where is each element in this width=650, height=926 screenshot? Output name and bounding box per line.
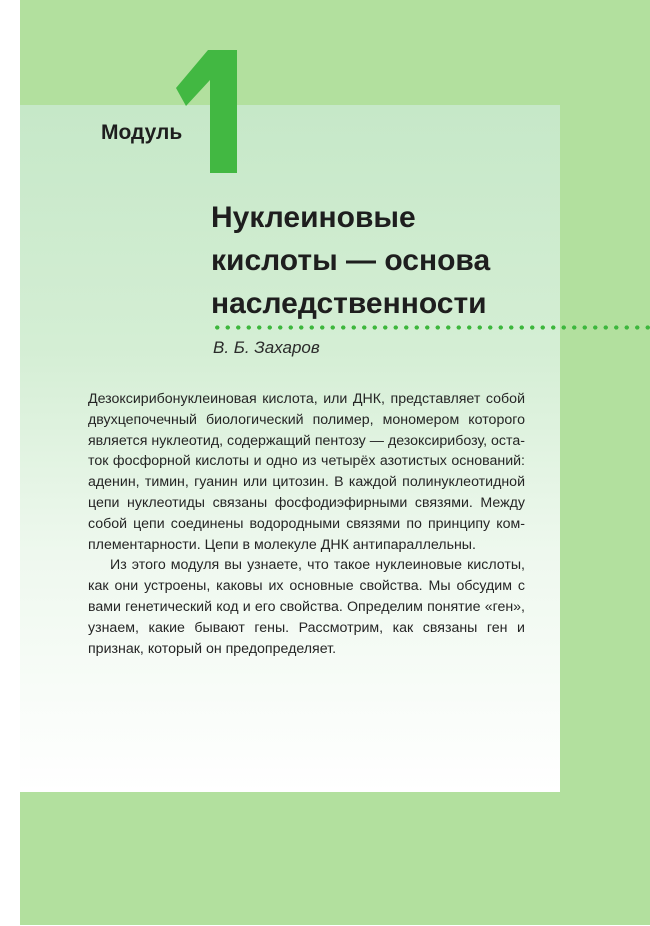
- title-line: Нуклеиновые: [211, 201, 416, 234]
- intro-text: [88, 389, 525, 659]
- title-line: кислоты — основа: [211, 244, 491, 277]
- paragraph: Дезоксирибонуклеиновая кислота, или ДНК, представляет собой двухцепочечный биологический полимер, мономером которого является нуклеотид, содержащий пентозу — дезоксирибозу, остаток фосфорной кислоты и одно из четырёх азотистых оснований: аденин, тимин, гуанин или цитозин. В каждой полинуклеотидной цепи нуклеотиды связаны фосфодиэфирными связями. Между собой цепи соединены водородными связями по принципу комплементарности. Цепи в молекуле ДНК антипараллельны.: [88, 391, 525, 553]
- title-line: наследственности: [211, 287, 487, 320]
- paragraph: Из этого модуля вы узнаете, что такое нуклеиновые кислоты, как они устроены, каковы их основные свойства. Мы обсудим с вами генетический код и его свойства. Определим понятие «ген», узнаем, какие бывают гены. Рассмотрим, как связаны ген и признак, который он предопределяет.: [88, 557, 525, 657]
- chapter-title: [211, 196, 490, 325]
- dotted-divider: [212, 325, 650, 330]
- author-name: В. Б. Захаров: [213, 338, 320, 357]
- module-label: Модуль: [101, 121, 183, 144]
- module-number-1: [176, 50, 240, 174]
